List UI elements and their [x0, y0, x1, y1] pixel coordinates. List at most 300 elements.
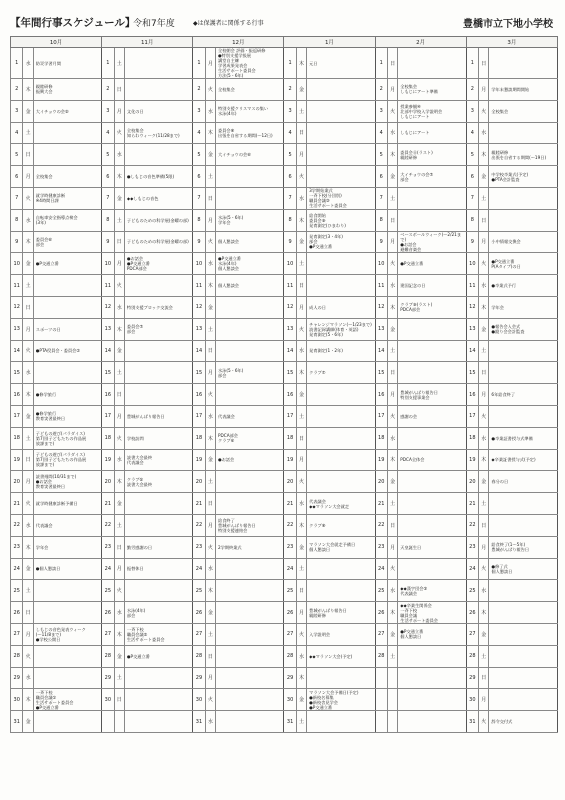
weekday: 火	[114, 275, 124, 297]
weekday: 水	[296, 187, 306, 209]
day-number: 5	[466, 144, 478, 166]
event-text	[124, 48, 192, 79]
day-number: 18	[11, 427, 23, 449]
weekday: 土	[479, 645, 489, 667]
event-text	[398, 48, 466, 79]
event-text	[307, 427, 375, 449]
day-row	[11, 427, 558, 449]
event-text	[216, 711, 284, 733]
event-text	[307, 711, 375, 733]
weekday: 木	[387, 144, 397, 166]
event-text: 中学校卒業式(予定) ●PTA会計監査	[489, 166, 558, 188]
day-number: 18	[375, 427, 387, 449]
weekday: 日	[114, 536, 124, 558]
weekday: 火	[23, 493, 33, 515]
day-number: 29	[466, 667, 478, 689]
day-number: 27	[284, 623, 296, 645]
event-text: 大イチョウの会⑦ 部会	[398, 166, 466, 188]
event-text	[307, 122, 375, 144]
weekday: 火	[114, 122, 124, 144]
event-text	[489, 187, 558, 209]
day-number: 22	[11, 514, 23, 536]
weekday: 月	[205, 667, 215, 689]
weekday: 日	[114, 231, 124, 253]
weekday: 月	[479, 689, 489, 711]
weekday: 水	[479, 427, 489, 449]
day-number: 24	[11, 558, 23, 580]
event-text: 大イチョウの会⑥	[216, 144, 284, 166]
weekday: 金	[114, 340, 124, 362]
day-number: 15	[375, 362, 387, 384]
day-number: 21	[284, 493, 296, 515]
event-text: しもじの音色発表ウィーク (～11/8まで) ●学校公開日	[33, 623, 101, 645]
weekday: 火	[205, 231, 215, 253]
event-text: 個人懇談会	[216, 231, 284, 253]
day-number: 27	[375, 623, 387, 645]
day-number: 21	[11, 493, 23, 515]
event-text	[33, 144, 101, 166]
day-number: 9	[284, 231, 296, 253]
event-text: 勤労感謝の日	[124, 536, 192, 558]
event-text: 特別支援ブロック交流会	[124, 296, 192, 318]
weekday: 月	[23, 166, 33, 188]
event-text: 学校訪問	[124, 427, 192, 449]
weekday: 日	[23, 296, 33, 318]
day-number: 19	[466, 449, 478, 471]
weekday: 日	[23, 449, 33, 471]
event-text: ベースボールウィーク(～2/21まで) ●お話会 避難音楽会	[398, 231, 466, 253]
event-text: ●しもじの音色準備(5限)	[124, 166, 192, 188]
event-text	[398, 645, 466, 667]
event-text	[216, 580, 284, 602]
day-number: 9	[193, 231, 205, 253]
weekday: 火	[296, 471, 306, 493]
day-row	[11, 471, 558, 493]
event-text	[216, 493, 284, 515]
day-row	[11, 122, 558, 144]
weekday: 月	[387, 79, 397, 101]
weekday: 月	[23, 471, 33, 493]
weekday: 水	[296, 645, 306, 667]
event-text: ●P交通立番 P(Aタイプ)の日	[489, 253, 558, 275]
event-text	[489, 514, 558, 536]
event-text	[124, 275, 192, 297]
weekday: 火	[205, 536, 215, 558]
day-number: 12	[102, 296, 114, 318]
weekday: 金	[205, 449, 215, 471]
weekday: 火	[387, 405, 397, 427]
event-text: 就学時健康診断予備日	[33, 493, 101, 515]
day-number: 3	[284, 100, 296, 122]
weekday: 月	[205, 362, 215, 384]
month-header: 10月	[11, 37, 102, 48]
weekday: 水	[205, 100, 215, 122]
weekday: 土	[23, 275, 33, 297]
event-text: 全校集会	[33, 166, 101, 188]
weekday: 土	[296, 253, 306, 275]
event-text	[216, 645, 284, 667]
weekday: 木	[296, 514, 306, 536]
day-row	[11, 536, 558, 558]
day-number: 29	[284, 667, 296, 689]
event-text: クラブ⑤ 読書大会最終	[124, 471, 192, 493]
weekday	[387, 711, 397, 733]
day-number: 16	[193, 384, 205, 406]
schedule-table	[10, 36, 558, 733]
event-text: 代表議会 ◆◆マラソン大会就走	[307, 493, 375, 515]
event-text	[307, 166, 375, 188]
weekday: 火	[479, 405, 489, 427]
day-number: 14	[11, 340, 23, 362]
weekday: 木	[296, 667, 306, 689]
day-number: 13	[466, 318, 478, 340]
weekday: 月	[479, 536, 489, 558]
day-number: 4	[102, 122, 114, 144]
event-text	[33, 580, 101, 602]
day-number: 7	[193, 187, 205, 209]
day-number: 6	[466, 166, 478, 188]
weekday: 日	[114, 689, 124, 711]
day-number: 30	[11, 689, 23, 711]
day-number: 1	[102, 48, 114, 79]
weekday: 日	[114, 384, 124, 406]
day-number: 19	[284, 449, 296, 471]
day-row	[11, 340, 558, 362]
day-number: 27	[193, 623, 205, 645]
event-text: ●P交通立番	[124, 645, 192, 667]
day-number: 11	[102, 275, 114, 297]
day-number: 23	[284, 536, 296, 558]
event-text	[216, 667, 284, 689]
weekday: 土	[114, 667, 124, 689]
day-number: 7	[375, 187, 387, 209]
day-number: 22	[193, 514, 205, 536]
day-number: 24	[193, 558, 205, 580]
event-text: 3学期始業式 一斉下校(分団別) 職員会議③ 生活サポート委員会	[307, 187, 375, 209]
event-text: 子どものための科学展(金曜の部)	[124, 209, 192, 231]
weekday: 火	[114, 427, 124, 449]
event-text: スポーツの日	[33, 318, 101, 340]
weekday: 金	[114, 187, 124, 209]
event-text: ●P交通立番 個人懇談日	[398, 623, 466, 645]
weekday: 日	[387, 48, 397, 79]
event-text: 豊城がんばり報告日	[124, 405, 192, 427]
day-number: 26	[375, 602, 387, 624]
event-text: 自転車安全指導点検会 (3年)	[33, 209, 101, 231]
day-number: 20	[466, 471, 478, 493]
event-text: 読書週間(10/31まで) ●お話会 教育実習最終日	[33, 471, 101, 493]
day-number: 21	[102, 493, 114, 515]
day-number: 23	[466, 536, 478, 558]
event-text	[216, 689, 284, 711]
day-row	[11, 362, 558, 384]
weekday: 木	[205, 122, 215, 144]
event-text	[216, 558, 284, 580]
day-number: 25	[375, 580, 387, 602]
weekday: 木	[296, 362, 306, 384]
event-text	[398, 427, 466, 449]
weekday: 月	[205, 48, 215, 79]
event-text: 元日	[307, 48, 375, 79]
day-number: 15	[284, 362, 296, 384]
day-row	[11, 275, 558, 297]
event-text	[124, 689, 192, 711]
day-number: 14	[102, 340, 114, 362]
day-number: 1	[193, 48, 205, 79]
day-number: 16	[466, 384, 478, 406]
day-number: 24	[284, 558, 296, 580]
weekday: 金	[205, 296, 215, 318]
weekday: 木	[205, 580, 215, 602]
event-text: 春分の日	[489, 471, 558, 493]
event-text: ●卒業式予行	[489, 275, 558, 297]
event-text	[307, 580, 375, 602]
event-text: 豊城がんばり報告日 親睦研修	[307, 602, 375, 624]
day-number: 28	[193, 645, 205, 667]
day-number: 1	[466, 48, 478, 79]
day-number: 9	[466, 231, 478, 253]
event-text: 親睦研修 振興大会	[33, 79, 101, 101]
event-text	[33, 602, 101, 624]
day-number: 21	[193, 493, 205, 515]
weekday: 火	[387, 253, 397, 275]
weekday: 日	[205, 340, 215, 362]
day-number: 15	[11, 362, 23, 384]
weekday: 火	[387, 100, 397, 122]
event-text	[398, 471, 466, 493]
day-number: 8	[193, 209, 205, 231]
weekday: 月	[479, 79, 489, 101]
day-row	[11, 318, 558, 340]
weekday: 土	[296, 405, 306, 427]
event-text	[124, 580, 192, 602]
event-text: 豊城がんばり報告日 特別支援事業会	[398, 384, 466, 406]
event-text: ●お話会	[216, 449, 284, 471]
weekday: 木	[479, 296, 489, 318]
day-number: 17	[193, 405, 205, 427]
day-number: 10	[102, 253, 114, 275]
day-number: 11	[375, 275, 387, 297]
event-text	[33, 362, 101, 384]
day-number: 9	[11, 231, 23, 253]
weekday: 金	[479, 471, 489, 493]
weekday: 土	[296, 100, 306, 122]
event-text: 水泳(4年) 部会	[124, 602, 192, 624]
weekday	[387, 667, 397, 689]
day-row	[11, 689, 558, 711]
day-number: 16	[284, 384, 296, 406]
weekday: 土	[387, 340, 397, 362]
day-number: 25	[102, 580, 114, 602]
page-title: 【年間行事スケジュール】	[10, 17, 136, 29]
event-text	[307, 667, 375, 689]
event-text: しもじにアート	[398, 122, 466, 144]
event-text: 入学説明会	[307, 623, 375, 645]
event-text	[398, 514, 466, 536]
day-number: 6	[284, 166, 296, 188]
weekday: 金	[296, 384, 306, 406]
weekday: 土	[387, 187, 397, 209]
day-row	[11, 296, 558, 318]
day-number: 17	[375, 405, 387, 427]
weekday: 火	[23, 340, 33, 362]
weekday: 月	[23, 318, 33, 340]
weekday: 水	[114, 144, 124, 166]
event-text	[489, 405, 558, 427]
day-number: 13	[102, 318, 114, 340]
day-number: 1	[11, 48, 23, 79]
day-row	[11, 405, 558, 427]
event-text	[307, 471, 375, 493]
event-text	[216, 340, 284, 362]
event-text	[398, 711, 466, 733]
weekday: 日	[479, 667, 489, 689]
day-number: 23	[375, 536, 387, 558]
weekday: 火	[205, 79, 215, 101]
weekday: 土	[387, 645, 397, 667]
weekday: 水	[387, 122, 397, 144]
event-text: 水泳(5・6年) 部会	[216, 362, 284, 384]
weekday: 日	[296, 580, 306, 602]
day-number: 10	[284, 253, 296, 275]
day-number: 6	[102, 166, 114, 188]
event-text: 委員会⑥ 部会	[33, 231, 101, 253]
event-text	[124, 340, 192, 362]
weekday: 木	[23, 79, 33, 101]
weekday: 水	[387, 275, 397, 297]
day-number: 12	[466, 296, 478, 318]
day-number: 28	[11, 645, 23, 667]
weekday: 木	[296, 48, 306, 79]
event-text	[307, 449, 375, 471]
day-number: 31	[466, 711, 478, 733]
weekday: 金	[114, 493, 124, 515]
event-text	[124, 384, 192, 406]
event-text	[124, 144, 192, 166]
day-number: 8	[284, 209, 296, 231]
weekday: 火	[296, 623, 306, 645]
event-text: 建国記念の日	[398, 275, 466, 297]
event-text: ●修了式 個人懇談日	[489, 558, 558, 580]
weekday: 月	[296, 296, 306, 318]
event-text: 全校朝会 評価・振返研修 ●特別支援学級展 講堂自主練 学習成果発表会 生活サポート委員会 方法(5・6年)	[216, 48, 284, 79]
day-number: 12	[11, 296, 23, 318]
event-text: ●P交通立番 水泳(4年) 個人懇談会	[216, 253, 284, 275]
day-number: 29	[11, 667, 23, 689]
event-text	[307, 384, 375, 406]
day-number: 12	[193, 296, 205, 318]
day-number: 7	[102, 187, 114, 209]
day-number: 22	[375, 514, 387, 536]
day-number: 27	[11, 623, 23, 645]
day-row	[11, 231, 558, 253]
event-text	[489, 602, 558, 624]
weekday: 日	[205, 187, 215, 209]
event-text: 代表議会	[216, 405, 284, 427]
day-number: 25	[193, 580, 205, 602]
day-number: 10	[193, 253, 205, 275]
event-text: 一斉下校 職員会議② 生活サポート委員会	[124, 623, 192, 645]
weekday: 土	[114, 362, 124, 384]
event-text	[33, 275, 101, 297]
event-text: 学年会	[33, 536, 101, 558]
event-text: ◆◆しもじの音色	[124, 187, 192, 209]
day-number: 2	[466, 79, 478, 101]
weekday: 火	[114, 580, 124, 602]
event-text: ●個人懇談日	[33, 558, 101, 580]
day-number: 8	[375, 209, 387, 231]
weekday: 水	[479, 275, 489, 297]
event-text: マラソン大会予備日(予定) ●新校名募集 ●新校舎見学会 ●P交通立番	[307, 689, 375, 711]
event-text	[216, 187, 284, 209]
event-text: PDCA部会 クラブ⑥	[216, 427, 284, 449]
event-text	[216, 318, 284, 340]
day-row	[11, 449, 558, 471]
event-text	[489, 645, 558, 667]
event-text	[398, 689, 466, 711]
event-text: 読書大会最終 代表議会	[124, 449, 192, 471]
weekday: 金	[205, 144, 215, 166]
event-text	[489, 209, 558, 231]
day-row	[11, 48, 558, 79]
event-text: 文化の日	[124, 100, 192, 122]
event-text: 個人懇談会	[216, 275, 284, 297]
weekday: 日	[114, 79, 124, 101]
event-text: ◆◆漢字団会③ 代表議会	[398, 580, 466, 602]
weekday: 水	[296, 493, 306, 515]
event-text: ●PTA役員会・委員会②	[33, 340, 101, 362]
day-number: 25	[466, 580, 478, 602]
event-text: ◆◆マラソン大会(予定)	[307, 645, 375, 667]
event-text	[489, 623, 558, 645]
event-text: 委員会⑪(ラスト) 親睦研修	[398, 144, 466, 166]
event-text: ●修学旅行 教育実習最終日	[33, 405, 101, 427]
weekday: 日	[387, 362, 397, 384]
weekday: 土	[23, 122, 33, 144]
event-text	[398, 362, 466, 384]
day-number: 6	[193, 166, 205, 188]
day-number: 1	[284, 48, 296, 79]
weekday: 水	[205, 558, 215, 580]
weekday: 火	[205, 689, 215, 711]
event-text: ●修学旅行	[33, 384, 101, 406]
event-text	[489, 362, 558, 384]
event-text: PDCA全体会	[398, 449, 466, 471]
day-number: 9	[102, 231, 114, 253]
day-number: 17	[102, 405, 114, 427]
day-number: 29	[193, 667, 205, 689]
event-text	[216, 623, 284, 645]
event-text: 発育測定(3・4年) 部会 ●P交通立番	[307, 231, 375, 253]
event-text: 感謝の会	[398, 405, 466, 427]
day-number: 2	[11, 79, 23, 101]
event-text: 委員会⑧ 出張を自省する期間(～12日)	[216, 122, 284, 144]
weekday: 水	[23, 667, 33, 689]
event-text	[307, 558, 375, 580]
weekday: 水	[23, 209, 33, 231]
weekday: 木	[114, 623, 124, 645]
weekday: 土	[387, 493, 397, 515]
day-number: 4	[466, 122, 478, 144]
event-text	[398, 340, 466, 362]
event-text: 成人の日	[307, 296, 375, 318]
weekday: 木	[23, 231, 33, 253]
day-number: 13	[284, 318, 296, 340]
day-number: 14	[193, 340, 205, 362]
day-number: 17	[11, 405, 23, 427]
day-number: 21	[466, 493, 478, 515]
day-number: 10	[11, 253, 23, 275]
